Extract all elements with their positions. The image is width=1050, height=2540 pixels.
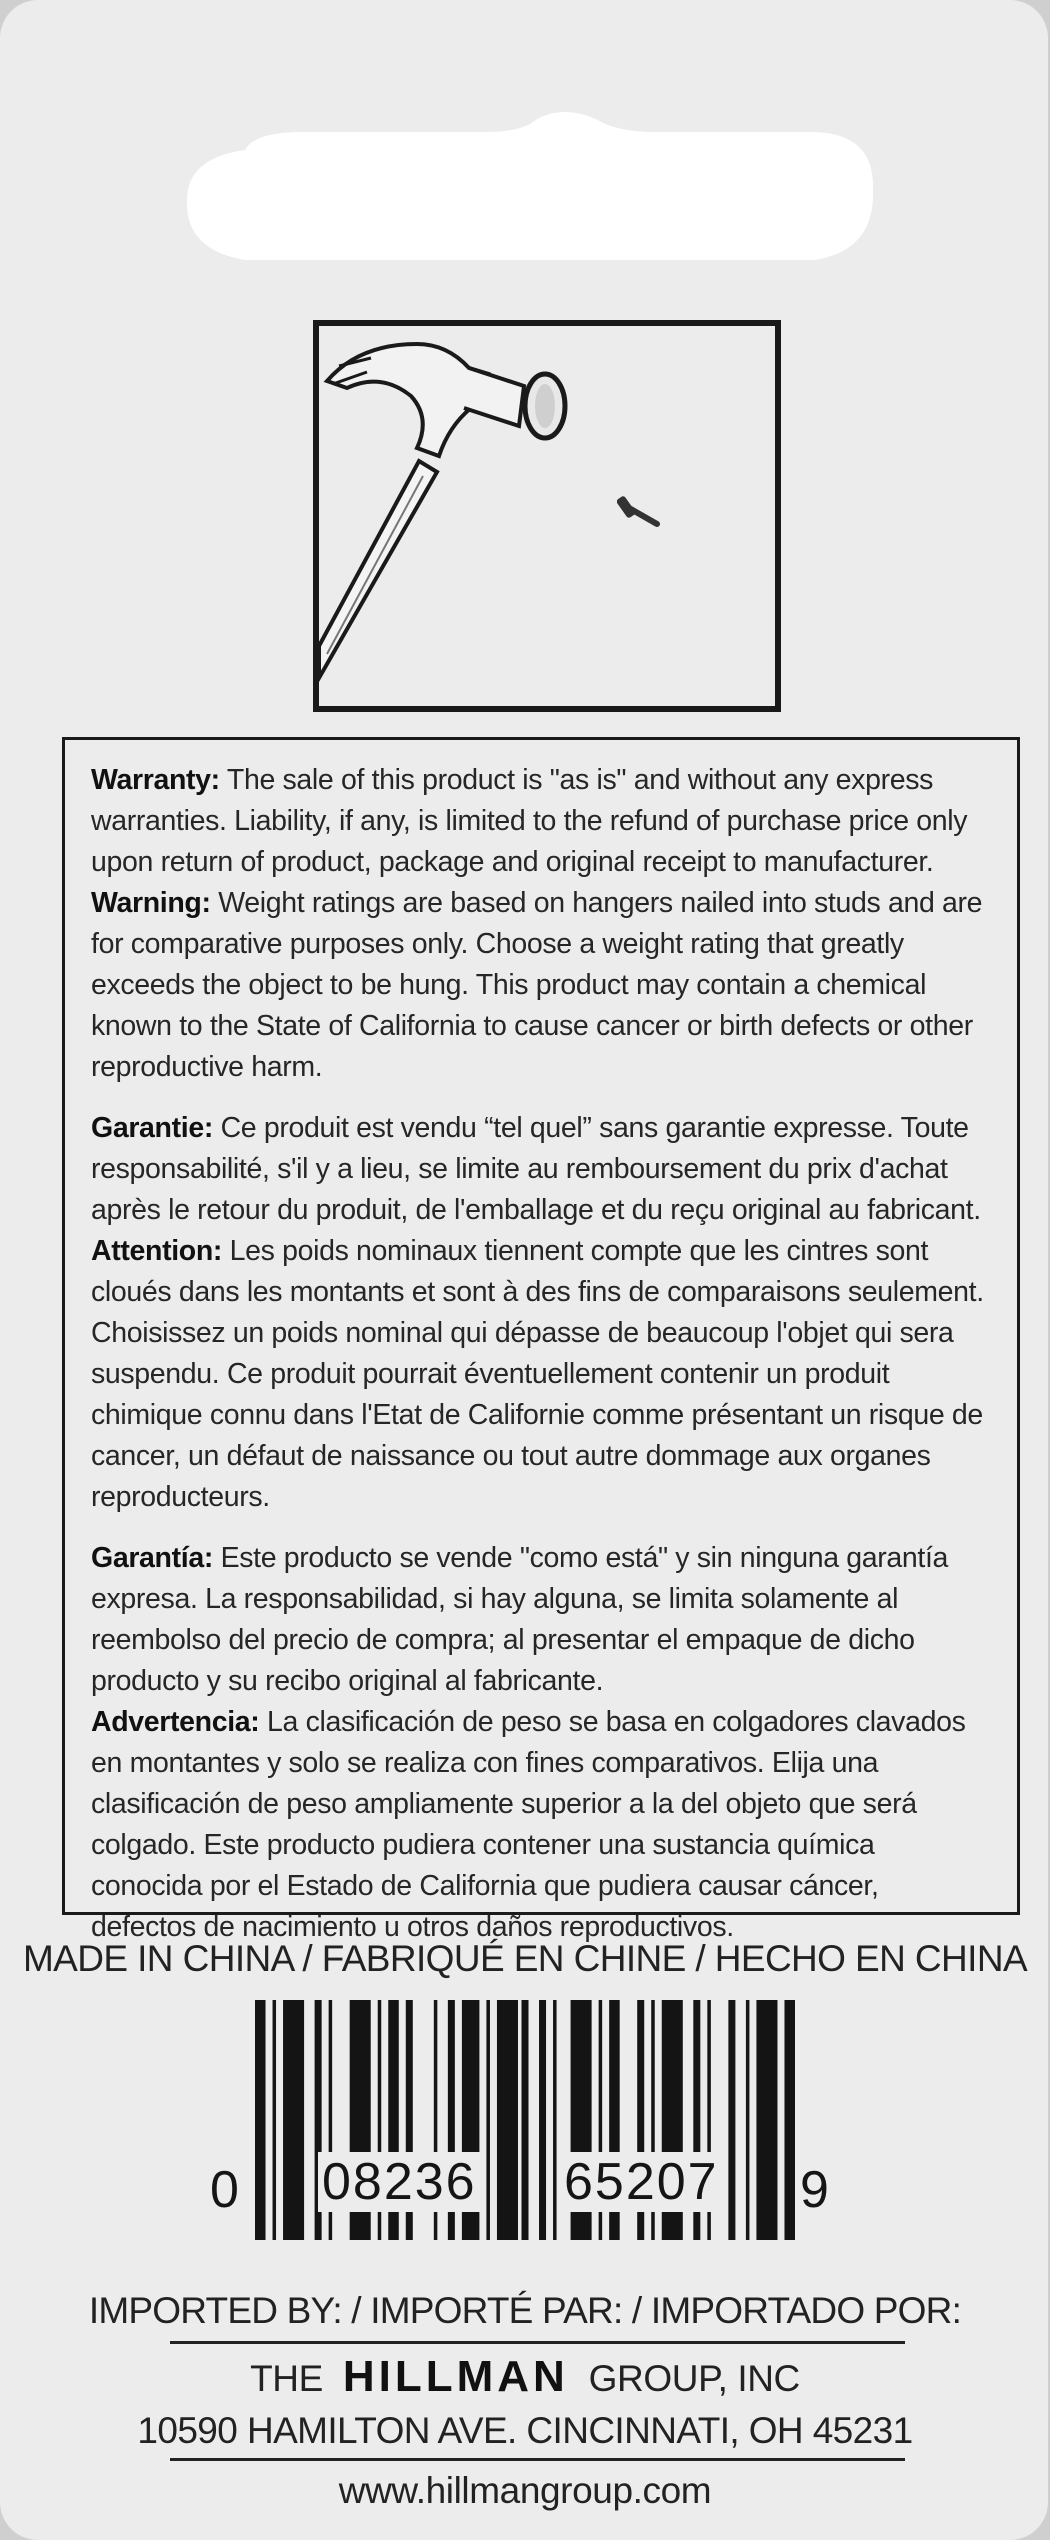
barcode-group-left: 08236 [318,2152,481,2212]
barcode-group-right: 65207 [560,2152,723,2212]
company-suffix: GROUP, INC [588,2358,800,2399]
warranty-en [91,760,989,883]
advertencia-es [91,1702,989,1948]
warranty-label: Warranty: [91,764,220,796]
company-name [0,2352,1050,2402]
barcode-bar [553,2000,557,2240]
warranty-box [62,737,1020,1943]
garantia-text: Este producto se vende "como está" y sin ninguna garantía expresa. La responsabilidad, si hay alguna, se limita solamente al reembolso del precio de compra; al presentar el empaque de dicho producto y su recibo original al fabricante. [91,1542,949,1697]
attention-fr [91,1231,989,1518]
company-address: 10590 HAMILTON AVE. CINCINNATI, OH 45231 [137,2410,913,2451]
hang-hole [185,110,875,270]
divider-bottom [170,2458,905,2461]
barcode-bar [539,2000,546,2240]
company-prefix: THE [250,2358,323,2399]
barcode-bar [521,2000,528,2240]
barcode-bar [283,2000,304,2240]
barcode-digit-left: 0 [210,2161,241,2219]
website-link[interactable]: www.hillmangroup.com [338,2470,712,2511]
garantia-label: Garantía: [91,1542,213,1574]
nail-icon [617,490,667,530]
hillman-logo: HILLMAN [342,2352,569,2401]
country-of-origin: MADE IN CHINA / FABRIQUÉ EN CHINE / HECHO EN CHINA [22,1938,1028,1979]
warning-label: Warning: [91,887,211,919]
hammer-illustration [313,320,781,712]
advertencia-text: La clasificación de peso se basa en colgadores clavados en montantes y solo se realiza con fines comparativos. Elija una clasificación de peso ampliamente superior a la del objeto que será colgado. Este producto pudiera contener una sustancia química conocida por el Estado de California que pudiera causar cáncer, defectos de nacimiento u otros daños reproductivos. [91,1706,966,1943]
barcode-bar [784,2000,795,2240]
garantia-es [91,1538,989,1702]
attention-label: Attention: [91,1235,223,1267]
warning-text: Weight ratings are based on hangers nailed into studs and are for comparative purposes only. Choose a weight rating that greatly exceeds the object to be hung. This product may contain a chemical known to the State of California to cause cancer or birth defects or other reproductive harm. [91,887,983,1083]
barcode-bar [497,2000,518,2240]
warranty-text: The sale of this product is "as is" and without any express warranties. Liability, if any, is limited to the refund of purchase price only upon return of product, package and original receipt to manufacturer. [91,764,968,878]
advertencia-label: Advertencia: [91,1706,260,1738]
garantie-label: Garantie: [91,1112,213,1144]
garantie-fr [91,1108,989,1231]
barcode-bar [273,2000,277,2240]
barcode-bar [756,2000,777,2240]
barcode-digit-right: 9 [800,2161,831,2219]
hammer-icon [319,326,775,706]
garantie-text: Ce produit est vendu “tel quel” sans garantie expresse. Toute responsabilité, s'il y a lieu, se limite au remboursement du prix d'achat après le retour du produit, de l'emballage et du reçu original au fabricant. [91,1112,981,1226]
warning-en [91,883,989,1088]
barcode-bar [728,2000,735,2240]
attention-text: Les poids nominaux tiennent compte que les cintres sont cloués dans les montants et sont à des fins de comparaisons seulement. Choisissez un poids nominal qui dépasse de beaucoup l'objet qui sera suspendu. Ce produit pourrait éventuellement contenir un produit chimique connu dans l'Etat de Californie comme présentant un risque de cancer, un défaut de naissance ou tout autre dommage aux organes reproducteurs. [91,1235,984,1513]
barcode-bar [746,2000,750,2240]
divider-top [170,2341,905,2344]
imported-by: IMPORTED BY: / IMPORTÉ PAR: / IMPORTADO POR: [88,2290,962,2331]
barcode-bar [255,2000,266,2240]
barcode-bar [486,2000,490,2240]
